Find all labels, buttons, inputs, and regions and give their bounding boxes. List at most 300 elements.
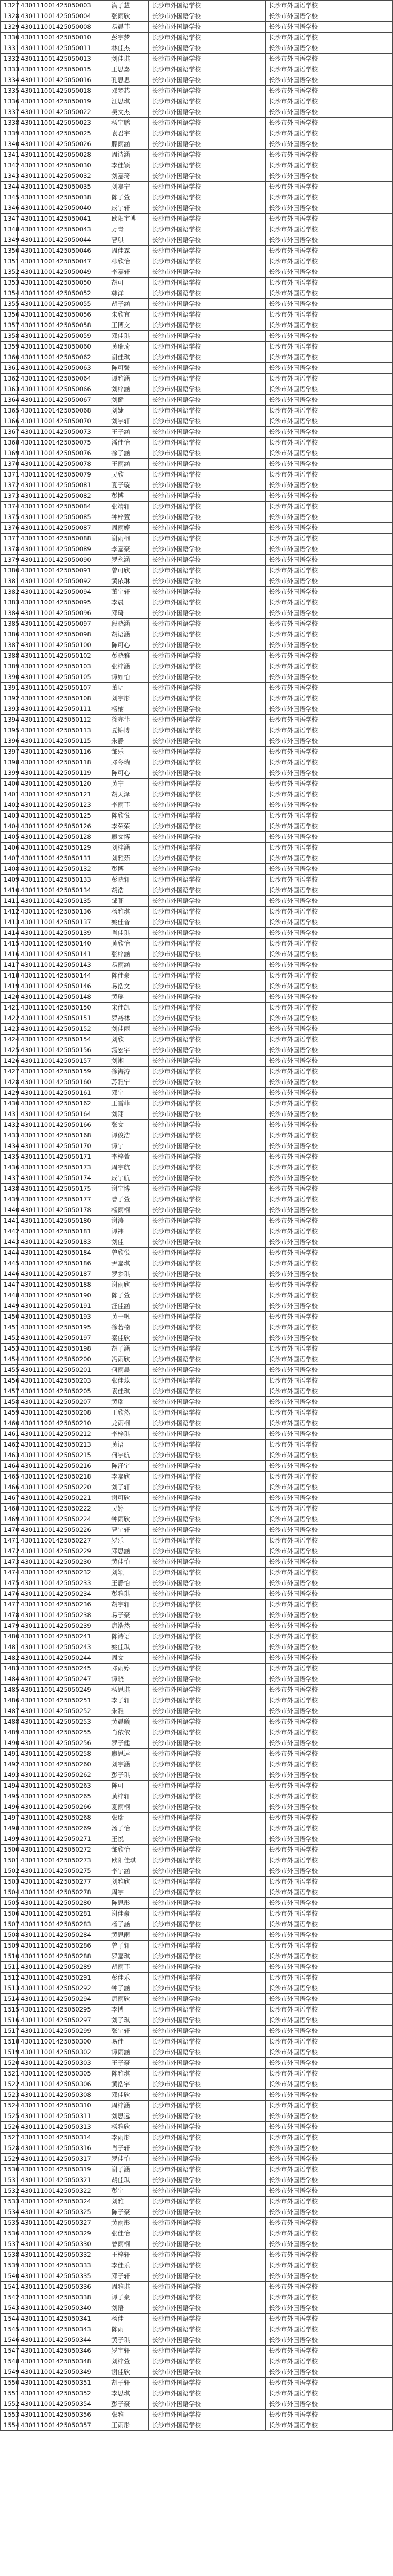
destination-school: 长沙市外国语学校 <box>266 1301 393 1312</box>
destination-school: 长沙市外国语学校 <box>266 811 393 821</box>
row-number: 1404 <box>1 821 18 832</box>
school-name: 长沙市外国语学校 <box>149 491 266 502</box>
school-name: 长沙市外国语学校 <box>149 480 266 491</box>
school-name: 长沙市外国语学校 <box>149 1067 266 1077</box>
school-name: 长沙市外国语学校 <box>149 2292 266 2303</box>
school-name: 长沙市外国语学校 <box>149 2250 266 2260</box>
student-name: 刘颖 <box>108 1568 149 1578</box>
table-row <box>1 150 393 160</box>
row-number: 1346 <box>1 203 18 214</box>
registration-id: 430111001425050156 <box>18 1045 108 1056</box>
school-name: 长沙市外国语学校 <box>149 2186 266 2197</box>
student-name: 尹嘉琪 <box>108 1258 149 1269</box>
destination-school: 长沙市外国语学校 <box>266 1621 393 1632</box>
row-number: 1333 <box>1 64 18 75</box>
student-name: 廖文博 <box>108 832 149 843</box>
table-row <box>1 885 393 896</box>
student-name: 刘婕 <box>108 406 149 416</box>
table-row <box>1 1141 393 1152</box>
row-number: 1398 <box>1 757 18 768</box>
table-row <box>1 267 393 278</box>
school-name: 长沙市外国语学校 <box>149 1173 266 1184</box>
row-number: 1385 <box>1 619 18 629</box>
registration-id: 430111001425050343 <box>18 2324 108 2335</box>
student-name: 黄思雨 <box>108 1930 149 1941</box>
school-name: 长沙市外国语学校 <box>149 1898 266 1909</box>
student-name: 张雅 <box>108 2410 149 2420</box>
student-name: 张文 <box>108 1120 149 1130</box>
table-row <box>1 704 393 715</box>
registration-id: 430111001425050095 <box>18 597 108 608</box>
row-number: 1506 <box>1 1909 18 1919</box>
row-number: 1495 <box>1 1791 18 1802</box>
registration-id: 430111001425050091 <box>18 566 108 576</box>
student-name: 易浩文 <box>108 981 149 992</box>
row-number: 1450 <box>1 1312 18 1322</box>
student-name: 邹乐 <box>108 747 149 757</box>
registration-id: 430111001425050068 <box>18 406 108 416</box>
registration-id: 430111001425050260 <box>18 1759 108 1770</box>
student-name: 曾可欣 <box>108 566 149 576</box>
registration-id: 430111001425050022 <box>18 107 108 118</box>
row-number: 1425 <box>1 1045 18 1056</box>
row-number: 1505 <box>1 1898 18 1909</box>
registration-id: 430111001425050200 <box>18 1354 108 1365</box>
registration-id: 430111001425050143 <box>18 960 108 971</box>
row-number: 1470 <box>1 1525 18 1536</box>
school-name: 长沙市外国语学校 <box>149 118 266 128</box>
row-number: 1442 <box>1 1226 18 1237</box>
row-number: 1456 <box>1 1376 18 1386</box>
table-row <box>1 2197 393 2207</box>
table-row <box>1 1397 393 1408</box>
table-row <box>1 1685 393 1695</box>
student-name: 罗宇轩 <box>108 2346 149 2356</box>
table-row <box>1 2410 393 2420</box>
table-row <box>1 1930 393 1941</box>
row-number: 1411 <box>1 896 18 907</box>
row-number: 1432 <box>1 1120 18 1130</box>
row-number: 1552 <box>1 2399 18 2410</box>
school-name: 长沙市外国语学校 <box>149 608 266 619</box>
destination-school: 长沙市外国语学校 <box>266 1610 393 1621</box>
school-name: 长沙市外国语学校 <box>149 1983 266 1994</box>
destination-school: 长沙市外国语学校 <box>266 2037 393 2047</box>
destination-school: 长沙市外国语学校 <box>266 864 393 875</box>
table-row <box>1 2399 393 2410</box>
row-number: 1544 <box>1 2314 18 2324</box>
registration-id: 430111001425050210 <box>18 1418 108 1429</box>
destination-school: 长沙市外国语学校 <box>266 267 393 278</box>
destination-school: 长沙市外国语学校 <box>266 1674 393 1685</box>
student-name: 李子轩 <box>108 1695 149 1706</box>
table-row <box>1 2260 393 2271</box>
registration-id: 430111001425050227 <box>18 1536 108 1546</box>
student-name: 胡子涵 <box>108 299 149 310</box>
school-name: 长沙市外国语学校 <box>149 1877 266 1887</box>
student-name: 胡语涵 <box>108 629 149 640</box>
school-name: 长沙市外国语学校 <box>149 1866 266 1877</box>
student-name: 刘语 <box>108 2303 149 2314</box>
student-name: 张梓涵 <box>108 949 149 960</box>
school-name: 长沙市外国语学校 <box>149 512 266 523</box>
row-number: 1462 <box>1 1440 18 1450</box>
destination-school: 长沙市外国语学校 <box>266 1035 393 1045</box>
school-name: 长沙市外国语学校 <box>149 2058 266 2069</box>
school-name: 长沙市外国语学校 <box>149 725 266 736</box>
row-number: 1427 <box>1 1067 18 1077</box>
registration-id: 430111001425050052 <box>18 288 108 299</box>
destination-school: 长沙市外国语学校 <box>266 192 393 203</box>
destination-school: 长沙市外国语学校 <box>266 22 393 33</box>
row-number: 1487 <box>1 1706 18 1717</box>
destination-school: 长沙市外国语学校 <box>266 384 393 395</box>
row-number: 1512 <box>1 1973 18 1983</box>
destination-school: 长沙市外国语学校 <box>266 246 393 256</box>
table-row <box>1 981 393 992</box>
student-name: 王思嘉 <box>108 64 149 75</box>
table-row <box>1 1823 393 1834</box>
table-row <box>1 192 393 203</box>
destination-school: 长沙市外国语学校 <box>266 2282 393 2292</box>
table-row <box>1 1664 393 1674</box>
school-name: 长沙市外国语学校 <box>149 747 266 757</box>
registration-id: 430111001425050148 <box>18 992 108 1003</box>
table-row <box>1 107 393 118</box>
row-number: 1454 <box>1 1354 18 1365</box>
table-row <box>1 534 393 544</box>
row-number: 1507 <box>1 1919 18 1930</box>
student-name: 黄瑞琦 <box>108 342 149 352</box>
registration-id: 430111001425050125 <box>18 811 108 821</box>
row-number: 1409 <box>1 875 18 885</box>
table-row <box>1 1248 393 1258</box>
row-number: 1366 <box>1 416 18 427</box>
table-row <box>1 1013 393 1024</box>
student-name: 胡雨菲 <box>108 1962 149 1973</box>
row-number: 1449 <box>1 1301 18 1312</box>
school-name: 长沙市外国语学校 <box>149 416 266 427</box>
table-row <box>1 576 393 587</box>
table-row <box>1 1322 393 1333</box>
school-name: 长沙市外国语学校 <box>149 406 266 416</box>
student-name: 罗裕林 <box>108 1013 149 1024</box>
school-name: 长沙市外国语学校 <box>149 342 266 352</box>
table-row <box>1 1152 393 1162</box>
destination-school: 长沙市外国语学校 <box>266 1962 393 1973</box>
registration-id: 430111001425050066 <box>18 384 108 395</box>
school-name: 长沙市外国语学校 <box>149 2378 266 2388</box>
row-number: 1550 <box>1 2378 18 2388</box>
registration-id: 430111001425050245 <box>18 1664 108 1674</box>
student-name: 彭子琪 <box>108 1770 149 1781</box>
destination-school: 长沙市外国语学校 <box>266 320 393 331</box>
destination-school: 长沙市外国语学校 <box>266 1045 393 1056</box>
table-row <box>1 725 393 736</box>
school-name: 长沙市外国语学校 <box>149 1632 266 1642</box>
student-name: 刘宇轩 <box>108 416 149 427</box>
destination-school: 长沙市外国语学校 <box>266 2314 393 2324</box>
row-number: 1545 <box>1 2324 18 2335</box>
destination-school: 长沙市外国语学校 <box>266 1493 393 1504</box>
row-number: 1399 <box>1 768 18 779</box>
registration-id: 430111001425050356 <box>18 2410 108 2420</box>
table-row <box>1 917 393 928</box>
student-name: 袁佳琪 <box>108 1386 149 1397</box>
row-number: 1467 <box>1 1493 18 1504</box>
school-name: 长沙市外国语学校 <box>149 2410 266 2420</box>
destination-school: 长沙市外国语学校 <box>266 885 393 896</box>
row-number: 1447 <box>1 1280 18 1290</box>
row-number: 1479 <box>1 1621 18 1632</box>
destination-school: 长沙市外国语学校 <box>266 1184 393 1194</box>
registration-id: 430111001425050032 <box>18 171 108 182</box>
registration-id: 430111001425050035 <box>18 182 108 192</box>
student-name: 肖佳琪 <box>108 928 149 939</box>
destination-school: 长沙市外国语学校 <box>266 2250 393 2260</box>
registration-id: 430111001425050238 <box>18 1610 108 1621</box>
destination-school: 长沙市外国语学校 <box>266 768 393 779</box>
student-name: 周梓涵 <box>108 2101 149 2111</box>
row-number: 1435 <box>1 1152 18 1162</box>
registration-id: 430111001425050157 <box>18 1056 108 1067</box>
registration-id: 430111001425050056 <box>18 310 108 320</box>
row-number: 1349 <box>1 235 18 246</box>
student-name: 杨思琪 <box>108 1685 149 1695</box>
registration-id: 430111001425050121 <box>18 789 108 800</box>
destination-school: 长沙市外国语学校 <box>266 843 393 853</box>
destination-school: 长沙市外国语学校 <box>266 1013 393 1024</box>
school-name: 长沙市外国语学校 <box>149 1610 266 1621</box>
registration-id: 430111001425050183 <box>18 1237 108 1248</box>
school-name: 长沙市外国语学校 <box>149 75 266 86</box>
registration-id: 430111001425050059 <box>18 331 108 342</box>
school-name: 长沙市外国语学校 <box>149 1706 266 1717</box>
registration-id: 430111001425050030 <box>18 160 108 171</box>
table-row <box>1 768 393 779</box>
registration-id: 430111001425050340 <box>18 2303 108 2314</box>
row-number: 1521 <box>1 2069 18 2079</box>
row-number: 1367 <box>1 427 18 438</box>
student-name: 林佳杰 <box>108 43 149 54</box>
student-name: 张梓涵 <box>108 661 149 672</box>
registration-id: 430111001425050218 <box>18 1472 108 1482</box>
row-number: 1365 <box>1 406 18 416</box>
row-number: 1452 <box>1 1333 18 1344</box>
row-number: 1524 <box>1 2101 18 2111</box>
student-name: 谢涛 <box>108 1216 149 1226</box>
school-name: 长沙市外国语学校 <box>149 352 266 363</box>
table-row <box>1 757 393 768</box>
row-number: 1341 <box>1 150 18 160</box>
student-name: 罗永涵 <box>108 555 149 566</box>
row-number: 1498 <box>1 1823 18 1834</box>
student-name: 胡子轩 <box>108 2378 149 2388</box>
registration-id: 430111001425050097 <box>18 619 108 629</box>
registration-id: 430111001425050011 <box>18 43 108 54</box>
student-name: 王悦 <box>108 1834 149 1845</box>
student-name: 刘雅茹 <box>108 853 149 864</box>
student-name: 陈子萱 <box>108 1290 149 1301</box>
student-name: 曾雨桐 <box>108 2239 149 2250</box>
row-number: 1338 <box>1 118 18 128</box>
registration-id: 430111001425050351 <box>18 2378 108 2388</box>
student-name: 姚佳音 <box>108 917 149 928</box>
student-name: 刘翔 <box>108 1109 149 1120</box>
table-row <box>1 523 393 534</box>
destination-school: 长沙市外国语学校 <box>266 2047 393 2058</box>
row-number: 1536 <box>1 2228 18 2239</box>
row-number: 1370 <box>1 459 18 470</box>
school-name: 长沙市外国语学校 <box>149 597 266 608</box>
destination-school: 长沙市外国语学校 <box>266 1312 393 1322</box>
row-number: 1513 <box>1 1983 18 1994</box>
row-number: 1504 <box>1 1887 18 1898</box>
school-name: 长沙市外国语学校 <box>149 2367 266 2378</box>
registration-id: 430111001425050100 <box>18 640 108 651</box>
registration-id: 430111001425050047 <box>18 256 108 267</box>
table-row <box>1 246 393 256</box>
table-row <box>1 832 393 843</box>
table-row <box>1 2271 393 2282</box>
destination-school: 长沙市外国语学校 <box>266 11 393 22</box>
school-name: 长沙市外国语学校 <box>149 1418 266 1429</box>
destination-school: 长沙市外国语学校 <box>266 981 393 992</box>
destination-school: 长沙市外国语学校 <box>266 224 393 235</box>
registration-id: 430111001425050076 <box>18 448 108 459</box>
registration-id: 430111001425050136 <box>18 907 108 917</box>
school-name: 长沙市外国语学校 <box>149 1056 266 1067</box>
student-name: 邓雨婷 <box>108 1664 149 1674</box>
student-name: 刘梓萱 <box>108 2356 149 2367</box>
registration-id: 430111001425050140 <box>18 939 108 949</box>
destination-school: 长沙市外国语学校 <box>266 1365 393 1376</box>
destination-school: 长沙市外国语学校 <box>266 1664 393 1674</box>
school-name: 长沙市外国语学校 <box>149 640 266 651</box>
registration-id: 430111001425050310 <box>18 2101 108 2111</box>
student-name: 朱雅 <box>108 1706 149 1717</box>
student-name: 徐亦菲 <box>108 715 149 725</box>
destination-school: 长沙市外国语学校 <box>266 1887 393 1898</box>
school-name: 长沙市外国语学校 <box>149 288 266 299</box>
row-number: 1339 <box>1 128 18 139</box>
table-row <box>1 1024 393 1035</box>
student-name: 孔思思 <box>108 75 149 86</box>
student-name: 谭如怡 <box>108 672 149 683</box>
school-name: 长沙市外国语学校 <box>149 949 266 960</box>
table-row <box>1 1418 393 1429</box>
registration-id: 430111001425050019 <box>18 96 108 107</box>
school-name: 长沙市外国语学校 <box>149 2090 266 2101</box>
school-name: 长沙市外国语学校 <box>149 2346 266 2356</box>
destination-school: 长沙市外国语学校 <box>266 725 393 736</box>
student-name: 姚佳琪 <box>108 1642 149 1653</box>
row-number: 1471 <box>1 1536 18 1546</box>
student-name: 邹欣怡 <box>108 1845 149 1855</box>
row-number: 1416 <box>1 949 18 960</box>
school-name: 长沙市外国语学校 <box>149 544 266 555</box>
school-name: 长沙市外国语学校 <box>149 235 266 246</box>
registration-id: 430111001425050253 <box>18 1717 108 1727</box>
registration-id: 430111001425050335 <box>18 2271 108 2282</box>
table-row <box>1 1056 393 1067</box>
registration-id: 430111001425050357 <box>18 2420 108 2431</box>
school-name: 长沙市外国语学校 <box>149 907 266 917</box>
student-name: 徐子涵 <box>108 448 149 459</box>
registration-id: 430111001425050168 <box>18 1130 108 1141</box>
row-number: 1394 <box>1 715 18 725</box>
row-number: 1387 <box>1 640 18 651</box>
table-row <box>1 1162 393 1173</box>
destination-school: 长沙市外国语学校 <box>266 1749 393 1759</box>
row-number: 1437 <box>1 1173 18 1184</box>
student-name: 黄晨曦 <box>108 1717 149 1727</box>
registration-id: 430111001425050119 <box>18 768 108 779</box>
table-row <box>1 1493 393 1504</box>
row-number: 1415 <box>1 939 18 949</box>
school-name: 长沙市外国语学校 <box>149 1695 266 1706</box>
student-name: 邓宇 <box>108 1088 149 1099</box>
destination-school: 长沙市外国语学校 <box>266 406 393 416</box>
row-number: 1348 <box>1 224 18 235</box>
student-name: 李博 <box>108 2005 149 2015</box>
table-row <box>1 342 393 352</box>
registration-id: 430111001425050212 <box>18 1429 108 1440</box>
row-number: 1329 <box>1 22 18 33</box>
student-name: 欧阳宇博 <box>108 214 149 224</box>
student-name: 朱欣宜 <box>108 310 149 320</box>
registration-id: 430111001425050089 <box>18 544 108 555</box>
school-name: 长沙市外国语学校 <box>149 2324 266 2335</box>
table-row <box>1 224 393 235</box>
registration-id: 430111001425050016 <box>18 75 108 86</box>
row-number: 1328 <box>1 11 18 22</box>
school-name: 长沙市外国语学校 <box>149 971 266 981</box>
table-row <box>1 715 393 725</box>
registration-id: 430111001425050050 <box>18 278 108 288</box>
registration-id: 430111001425050043 <box>18 224 108 235</box>
student-name: 刘梓涵 <box>108 843 149 853</box>
table-row <box>1 139 393 150</box>
destination-school: 长沙市外国语学校 <box>266 1397 393 1408</box>
row-number: 1484 <box>1 1674 18 1685</box>
table-row <box>1 2346 393 2356</box>
destination-school: 长沙市外国语学校 <box>266 2005 393 2015</box>
school-name: 长沙市外国语学校 <box>149 1472 266 1482</box>
destination-school: 长沙市外国语学校 <box>266 54 393 64</box>
student-name: 彭宇 <box>108 2186 149 2197</box>
row-number: 1477 <box>1 1600 18 1610</box>
school-name: 长沙市外国语学校 <box>149 1184 266 1194</box>
registration-id: 430111001425050268 <box>18 1813 108 1823</box>
row-number: 1396 <box>1 736 18 747</box>
table-row <box>1 470 393 480</box>
destination-school: 长沙市外国语学校 <box>266 1418 393 1429</box>
destination-school: 长沙市外国语学校 <box>266 1813 393 1823</box>
student-name: 汪佳涵 <box>108 1301 149 1312</box>
destination-school: 长沙市外国语学校 <box>266 2015 393 2026</box>
destination-school: 长沙市外国语学校 <box>266 917 393 928</box>
student-name: 谭俊浩 <box>108 1130 149 1141</box>
registration-id: 430111001425050198 <box>18 1344 108 1354</box>
school-name: 长沙市外国语学校 <box>149 384 266 395</box>
registration-id: 430111001425050013 <box>18 54 108 64</box>
registration-id: 430111001425050333 <box>18 2260 108 2271</box>
destination-school: 长沙市外国语学校 <box>266 640 393 651</box>
row-number: 1408 <box>1 864 18 875</box>
school-name: 长沙市外国语学校 <box>149 448 266 459</box>
row-number: 1540 <box>1 2271 18 2282</box>
